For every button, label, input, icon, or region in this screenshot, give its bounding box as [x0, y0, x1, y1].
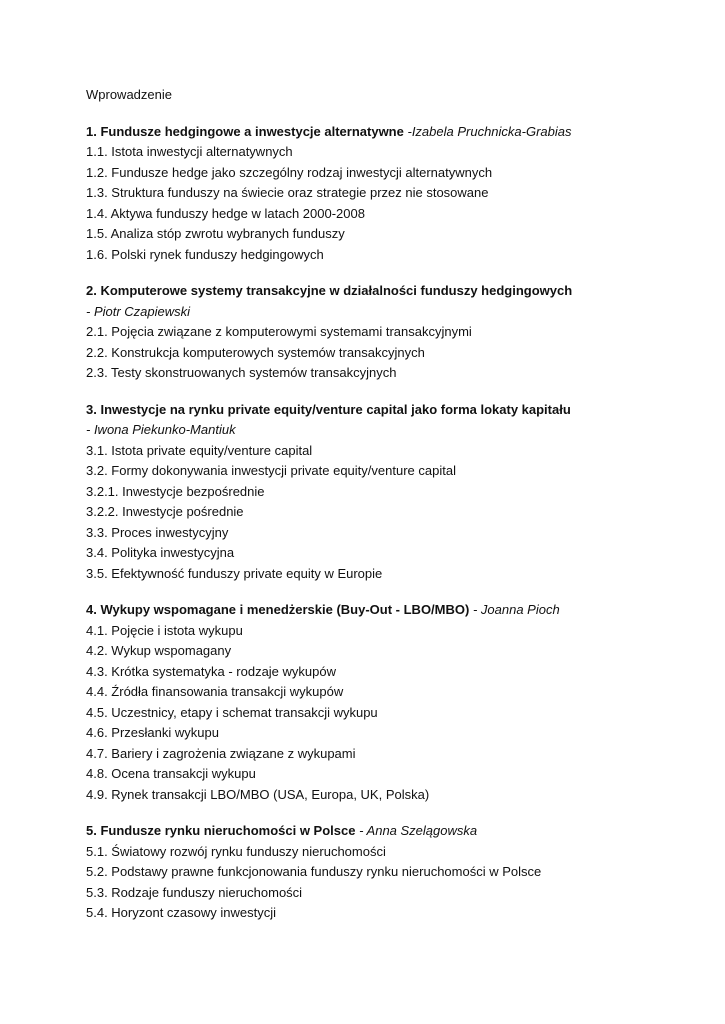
list-item: 4.9. Rynek transakcji LBO/MBO (USA, Europa, UK, Polska) — [86, 786, 430, 802]
chapter-5 — [86, 821, 706, 924]
list-item: 1.3. Struktura funduszy na świecie oraz strategie przez nie stosowane — [86, 185, 489, 200]
chapter-title: 4. Wykupy wspomagane i menedżerskie (Buy-Out - LBO/MBO) — [86, 602, 470, 617]
list-item: 3.2.1. Inwestycje bezpośrednie — [86, 483, 265, 499]
list-item: 3.4. Polityka inwestycyjna — [86, 545, 235, 560]
chapter-3 — [86, 400, 706, 585]
list-item: 3.1. Istota private equity/venture capital — [86, 442, 313, 458]
list-item: 1.1. Istota inwestycji alternatywnych — [86, 144, 293, 159]
list-item: 2.2. Konstrukcja komputerowych systemów transakcyjnych — [86, 344, 425, 360]
list-item: 5.3. Rodzaje funduszy nieruchomości — [86, 884, 303, 900]
list-item: 4.7. Bariery i zagrożenia związane z wykupami — [86, 745, 356, 761]
chapter-author: - Iwona Piekunko-Mantiuk — [86, 422, 236, 437]
list-item: 2.3. Testy skonstruowanych systemów transakcyjnych — [86, 365, 397, 380]
chapter-title: 5. Fundusze rynku nieruchomości w Polsce — [86, 823, 356, 838]
chapter-author: - Piotr Czapiewski — [86, 303, 191, 319]
list-item: 4.1. Pojęcie i istota wykupu — [86, 622, 243, 638]
chapter-author: -Izabela Pruchnicka-Grabias — [407, 123, 572, 139]
list-item: 1.6. Polski rynek funduszy hedgingowych — [86, 246, 324, 262]
list-item: 2.1. Pojęcia związane z komputerowymi systemami transakcyjnymi — [86, 324, 472, 339]
list-item: 3.5. Efektywność funduszy private equity w Europie — [86, 565, 383, 581]
list-item: 3.3. Proces inwestycyjny — [86, 524, 229, 540]
list-item: 5.1. Światowy rozwój rynku funduszy nieruchomości — [86, 843, 386, 859]
chapter-2 — [86, 281, 706, 384]
chapter-1 — [86, 122, 706, 266]
document-page — [86, 85, 706, 940]
chapter-heading — [86, 821, 706, 842]
list-item: 1.2. Fundusze hedge jako szczególny rodzaj inwestycji alternatywnych — [86, 164, 493, 180]
chapter-heading — [86, 122, 706, 143]
list-item: 4.2. Wykup wspomagany — [86, 643, 232, 658]
list-item: 4.8. Ocena transakcji wykupu — [86, 766, 256, 781]
list-item: 4.5. Uczestnicy, etapy i schemat transakcji wykupu — [86, 704, 378, 720]
chapter-author: - Anna Szelągowska — [355, 823, 478, 838]
chapter-title: 3. Inwestycje na rynku private equity/venture capital jako forma lokaty kapitału — [86, 401, 571, 417]
list-item: 1.5. Analiza stóp zwrotu wybranych funduszy — [86, 226, 345, 241]
list-item: 4.3. Krótka systematyka - rodzaje wykupów — [86, 663, 336, 679]
list-item: 4.6. Przesłanki wykupu — [86, 725, 219, 740]
list-item: 3.2.2. Inwestycje pośrednie — [86, 504, 244, 519]
chapter-4 — [86, 600, 706, 805]
chapter-title: 2. Komputerowe systemy transakcyjne w działalności funduszy hedgingowych — [86, 283, 573, 298]
list-item: 5.4. Horyzont czasowy inwestycji — [86, 905, 277, 920]
chapter-author: - Joanna Pioch — [469, 602, 560, 617]
chapter-heading — [86, 600, 706, 621]
list-item: 1.4. Aktywa funduszy hedge w latach 2000-2008 — [86, 205, 365, 221]
chapter-title: 1. Fundusze hedgingowe a inwestycje alternatywne — [86, 123, 404, 139]
intro-heading: Wprowadzenie — [86, 87, 172, 102]
list-item: 4.4. Źródła finansowania transakcji wykupów — [86, 684, 344, 699]
list-item: 3.2. Formy dokonywania inwestycji private equity/venture capital — [86, 463, 456, 478]
list-item: 5.2. Podstawy prawne funkcjonowania funduszy rynku nieruchomości w Polsce — [86, 864, 542, 879]
